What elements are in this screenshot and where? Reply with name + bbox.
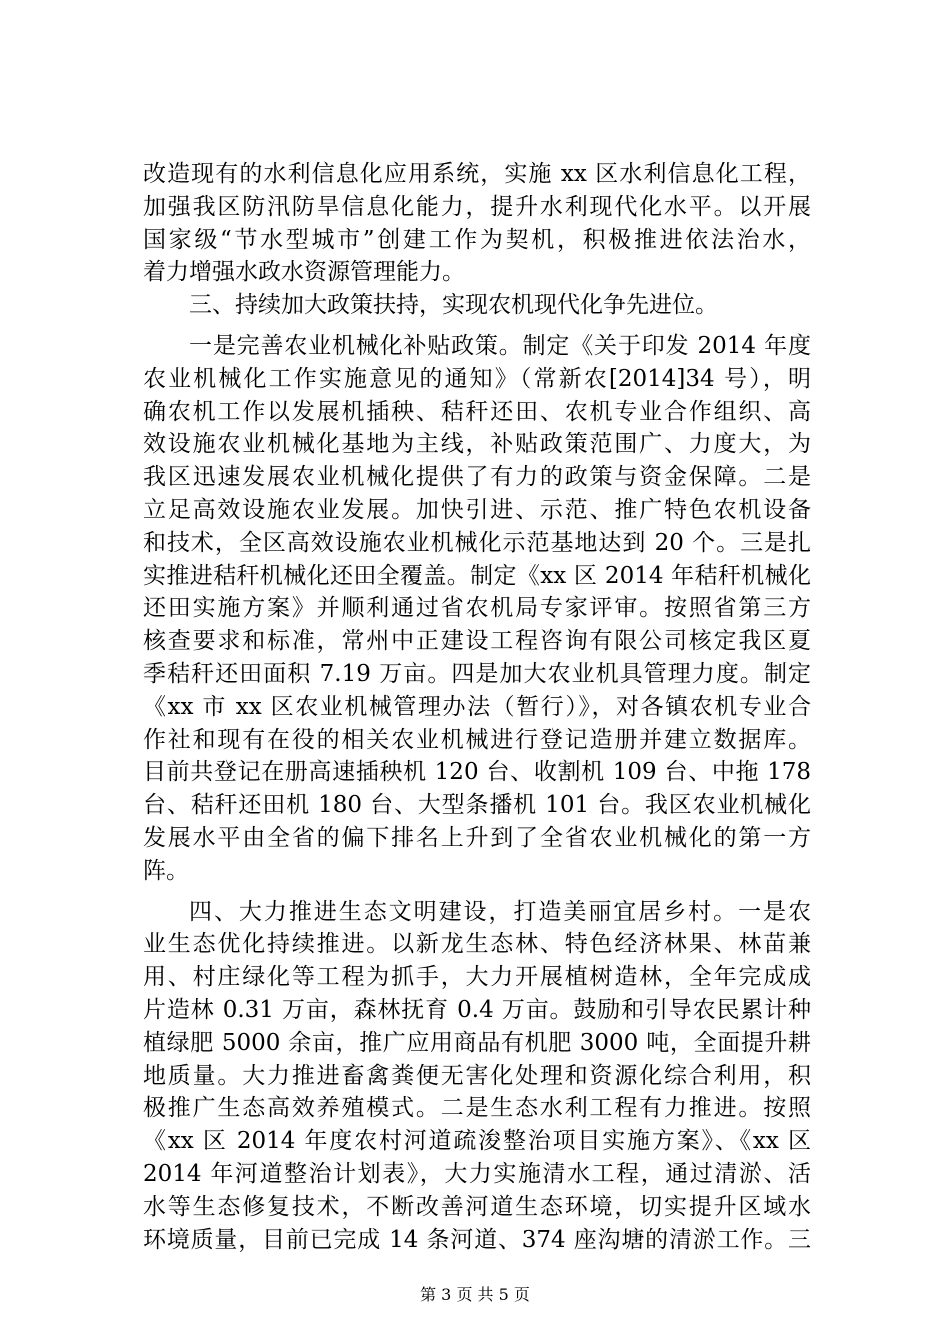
text-line: 国家级“节水型城市”创建工作为契机，积极推进依法治水， bbox=[143, 226, 811, 253]
text-line: 发展水平由全省的偏下排名上升到了全省农业机械化的第一方 bbox=[143, 824, 811, 851]
text-line: 农业机械化工作实施意见的通知》（常新农[2014]34 号），明 bbox=[143, 365, 811, 392]
text-line: 作社和现有在役的相关农业机械进行登记造册并建立数据库。 bbox=[143, 726, 811, 753]
text-line: 《xx 区 2014 年度农村河道疏浚整治项目实施方案》、《xx 区 bbox=[143, 1128, 811, 1155]
text-line: 环境质量，目前已完成 14 条河道、374 座沟塘的清淤工作。三 bbox=[143, 1226, 811, 1253]
text-line: 片造林 0.31 万亩，森林抚育 0.4 万亩。鼓励和引导农民累计种 bbox=[143, 996, 811, 1023]
page-footer: 第 3 页 共 5 页 bbox=[420, 1285, 530, 1304]
text-line: 2014 年河道整治计划表》，大力实施清水工程，通过清淤、活 bbox=[143, 1160, 811, 1187]
text-line: 台、秸秆还田机 180 台、大型条播机 101 台。我区农业机械化 bbox=[143, 792, 811, 819]
text-line: 还田实施方案》并顺利通过省农机局专家评审。按照省第三方 bbox=[143, 595, 811, 622]
text-line: 四、大力推进生态文明建设，打造美丽宜居乡村。一是农 bbox=[189, 898, 811, 925]
text-line: 核查要求和标准，常州中正建设工程咨询有限公司核定我区夏 bbox=[143, 628, 811, 655]
text-line: 极推广生态高效养殖模式。二是生态水利工程有力推进。按照 bbox=[143, 1095, 811, 1122]
text-line: 我区迅速发展农业机械化提供了有力的政策与资金保障。二是 bbox=[143, 464, 811, 491]
text-line: 地质量。大力推进畜禽粪便无害化处理和资源化综合利用，积 bbox=[143, 1062, 811, 1089]
text-line: 效设施农业机械化基地为主线，补贴政策范围广、力度大，为 bbox=[143, 431, 811, 458]
text-line: 季秸秆还田面积 7.19 万亩。四是加大农业机具管理力度。制定 bbox=[143, 660, 811, 687]
text-line: 确农机工作以发展机插秧、秸秆还田、农机专业合作组织、高 bbox=[143, 398, 811, 425]
text-line: 用、村庄绿化等工程为抓手，大力开展植树造林，全年完成成 bbox=[143, 964, 811, 991]
text-line: 实推进秸秆机械化还田全覆盖。制定《xx 区 2014 年秸秆机械化 bbox=[143, 562, 811, 589]
text-line: 立足高效设施农业发展。加快引进、示范、推广特色农机设备 bbox=[143, 496, 811, 523]
text-line: 植绿肥 5000 余亩，推广应用商品有机肥 3000 吨，全面提升耕 bbox=[143, 1029, 811, 1056]
text-line: 加强我区防汛防旱信息化能力，提升水利现代化水平。以开展 bbox=[143, 193, 811, 220]
text-line: 业生态优化持续推进。以新龙生态林、特色经济林果、林苗兼 bbox=[143, 931, 811, 958]
text-line: 《xx 市 xx 区农业机械管理办法（暂行）》，对各镇农机专业合 bbox=[143, 693, 811, 720]
text-line: 一是完善农业机械化补贴政策。制定《关于印发 2014 年度 bbox=[189, 332, 811, 359]
text-line: 水等生态修复技术，不断改善河道生态环境，切实提升区域水 bbox=[143, 1193, 811, 1220]
text-line: 改造现有的水利信息化应用系统，实施 xx 区水利信息化工程， bbox=[143, 161, 811, 187]
text-line: 三、持续加大政策扶持，实现农机现代化争先进位。 bbox=[189, 292, 718, 319]
text-line: 目前共登记在册高速插秧机 120 台、收割机 109 台、中拖 178 bbox=[143, 759, 811, 786]
text-line: 着力增强水政水资源管理能力。 bbox=[143, 259, 465, 286]
document-body bbox=[143, 158, 811, 1256]
text-line: 阵。 bbox=[143, 857, 189, 884]
text-line: 和技术，全区高效设施农业机械化示范基地达到 20 个。三是扎 bbox=[143, 529, 811, 556]
